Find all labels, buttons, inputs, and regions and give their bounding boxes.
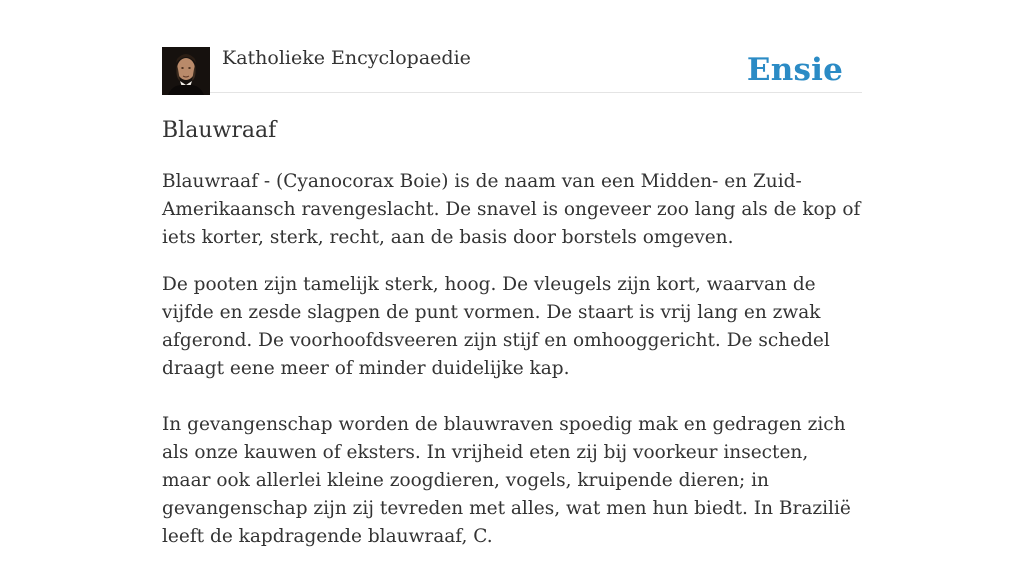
brand-logo[interactable]: Ensie — [746, 52, 843, 88]
site-header — [162, 44, 862, 93]
site-name[interactable]: Katholieke Encyclopaedie — [222, 47, 471, 69]
portrait-avatar-icon[interactable] — [162, 47, 210, 95]
article-paragraph: Blauwraaf - (Cyanocorax Boie) is de naam van een Midden- en Zuid-Amerikaansch ravengeslacht. De snavel is ongeveer zoo lang als de kop of iets korter, sterk, recht, aan de basis door borstels omgeven. — [162, 171, 861, 248]
article-paragraph: De pooten zijn tamelijk sterk, hoog. De vleugels zijn kort, waarvan de vijfde en zesde slagpen de punt vormen. De staart is vrij lang en zwak afgerond. De voorhoofdsveeren zijn stijf en omhooggericht. De schedel draagt eene meer of minder duidelijke kap. — [162, 274, 830, 379]
article-paragraph: In gevangenschap worden de blauwraven spoedig mak en gedragen zich als onze kauwen of eksters. In vrijheid eten zij bij voorkeur insecten, maar ook allerlei kleine zoogdieren, vogels, kruipende dieren; in gevangenschap zijn zij tevreden met alles, wat men hun biedt. In Brazilië leeft de kapdragende blauwraaf, C. — [162, 414, 851, 547]
page-title: Blauwraaf — [162, 118, 277, 143]
article-body — [162, 168, 862, 570]
portrait-avatar-image — [162, 47, 210, 95]
